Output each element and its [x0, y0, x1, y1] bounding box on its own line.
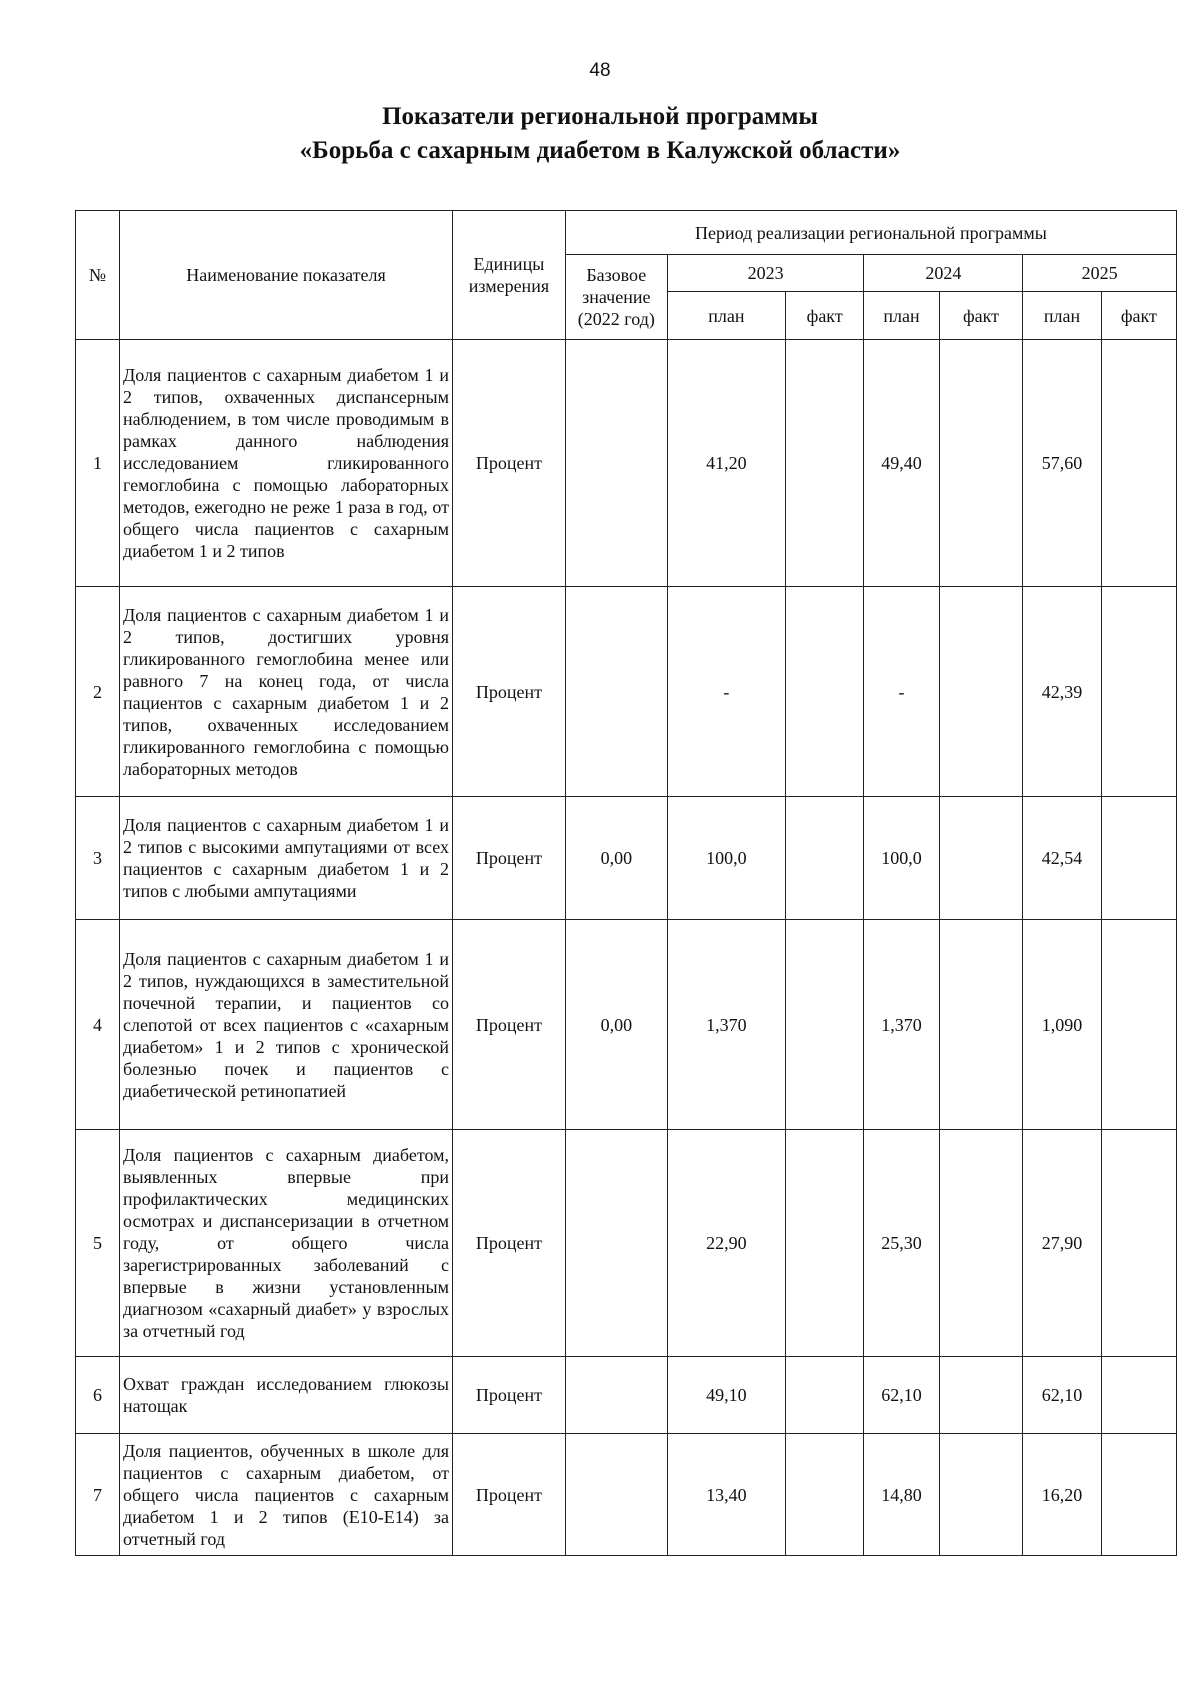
unit-cell: Процент	[453, 920, 566, 1130]
plan-2025-cell: 62,10	[1023, 1357, 1101, 1434]
fact-2024-cell	[939, 1434, 1023, 1556]
fact-2023-cell	[785, 340, 863, 587]
header-fact-2024: факт	[939, 292, 1023, 340]
header-plan-2023: план	[667, 292, 785, 340]
plan-2023-cell: 1,370	[667, 920, 785, 1130]
table-row	[76, 1130, 1177, 1357]
fact-2025-cell	[1101, 587, 1176, 797]
indicator-name: Доля пациентов с сахарным диабетом 1 и 2 типов с высокими ампутациями от всех пациентов с сахарным диабетом 1 и 2 типов с любыми ампутациями	[120, 797, 453, 920]
header-plan-2024: план	[864, 292, 939, 340]
fact-2024-cell	[939, 340, 1023, 587]
unit-cell: Процент	[453, 587, 566, 797]
title-line-1: Показатели региональной программы	[382, 103, 818, 130]
base-value-cell	[565, 1434, 667, 1556]
header-unit: Единицы измерения	[453, 211, 566, 340]
unit-cell: Процент	[453, 1130, 566, 1357]
header-fact-2023: факт	[785, 292, 863, 340]
unit-cell: Процент	[453, 1357, 566, 1434]
fact-2025-cell	[1101, 920, 1176, 1130]
indicator-name: Доля пациентов, обученных в школе для пациентов с сахарным диабетом, от общего числа пациентов с сахарным диабетом 1 и 2 типов (Е10-Е14) за отчетный год	[120, 1434, 453, 1556]
indicator-name: Доля пациентов с сахарным диабетом 1 и 2 типов, достигших уровня гликированного гемоглобина менее или равного 7 на конец года, от числа пациентов с сахарным диабетом 1 и 2 типов, охваченных исследованием гликированного гемоглобина с помощью лабораторных методов	[120, 587, 453, 797]
base-value-cell	[565, 587, 667, 797]
plan-2024-cell: 25,30	[864, 1130, 939, 1357]
base-value-cell	[565, 340, 667, 587]
plan-2023-cell: 41,20	[667, 340, 785, 587]
page-number: 48	[589, 60, 611, 81]
base-value-cell	[565, 1130, 667, 1357]
header-base-value: Базовое значение (2022 год)	[565, 255, 667, 340]
indicator-name: Охват граждан исследованием глюкозы натощак	[120, 1357, 453, 1434]
fact-2025-cell	[1101, 797, 1176, 920]
plan-2023-cell: 49,10	[667, 1357, 785, 1434]
plan-2025-cell: 1,090	[1023, 920, 1101, 1130]
fact-2024-cell	[939, 797, 1023, 920]
indicators-table	[75, 210, 1177, 1556]
unit-cell: Процент	[453, 797, 566, 920]
row-number: 5	[76, 1130, 120, 1357]
fact-2023-cell	[785, 1434, 863, 1556]
table-row	[76, 587, 1177, 797]
header-indicator-name: Наименование показателя	[120, 211, 453, 340]
plan-2023-cell: -	[667, 587, 785, 797]
plan-2023-cell: 100,0	[667, 797, 785, 920]
row-number: 2	[76, 587, 120, 797]
plan-2024-cell: 100,0	[864, 797, 939, 920]
fact-2025-cell	[1101, 1357, 1176, 1434]
plan-2024-cell: 49,40	[864, 340, 939, 587]
fact-2024-cell	[939, 587, 1023, 797]
plan-2025-cell: 57,60	[1023, 340, 1101, 587]
base-value-cell	[565, 1357, 667, 1434]
indicator-name: Доля пациентов с сахарным диабетом 1 и 2 типов, нуждающихся в заместительной почечной терапии, и пациентов со слепотой от всех пациентов с «сахарным диабетом» 1 и 2 типов с хронической болезнью почек и пациентов с диабетической ретинопатией	[120, 920, 453, 1130]
indicator-name: Доля пациентов с сахарным диабетом 1 и 2 типов, охваченных диспансерным наблюдением, в том числе проводимым в рамках данного наблюдения исследованием гликированного гемоглобина с помощью лабораторных методов, ежегодно не реже 1 раза в год, от общего числа пациентов с сахарным диабетом 1 и 2 типов	[120, 340, 453, 587]
fact-2025-cell	[1101, 1130, 1176, 1357]
plan-2024-cell: -	[864, 587, 939, 797]
unit-cell: Процент	[453, 1434, 566, 1556]
row-number: 6	[76, 1357, 120, 1434]
row-number: 4	[76, 920, 120, 1130]
plan-2025-cell: 16,20	[1023, 1434, 1101, 1556]
base-value-cell: 0,00	[565, 920, 667, 1130]
indicator-name: Доля пациентов с сахарным диабетом, выявленных впервые при профилактических медицинских осмотрах и диспансеризации в отчетном году, от общего числа зарегистрированных заболеваний с впервые в жизни установленным диагнозом «сахарный диабет» у взрослых за отчетный год	[120, 1130, 453, 1357]
plan-2024-cell: 1,370	[864, 920, 939, 1130]
plan-2025-cell: 42,39	[1023, 587, 1101, 797]
table-row	[76, 1357, 1177, 1434]
header-year-2024: 2024	[864, 255, 1023, 292]
unit-cell: Процент	[453, 340, 566, 587]
header-year-2025: 2025	[1023, 255, 1177, 292]
table-row	[76, 920, 1177, 1130]
row-number: 7	[76, 1434, 120, 1556]
plan-2023-cell: 13,40	[667, 1434, 785, 1556]
header-number: №	[76, 211, 120, 340]
title-line-2: «Борьба с сахарным диабетом в Калужской области»	[299, 137, 901, 164]
fact-2023-cell	[785, 1130, 863, 1357]
plan-2024-cell: 14,80	[864, 1434, 939, 1556]
fact-2025-cell	[1101, 340, 1176, 587]
fact-2024-cell	[939, 1357, 1023, 1434]
base-value-cell: 0,00	[565, 797, 667, 920]
plan-2024-cell: 62,10	[864, 1357, 939, 1434]
fact-2024-cell	[939, 1130, 1023, 1357]
fact-2025-cell	[1101, 1434, 1176, 1556]
header-year-2023: 2023	[667, 255, 864, 292]
header-period: Период реализации региональной программы	[565, 211, 1176, 255]
fact-2024-cell	[939, 920, 1023, 1130]
row-number: 1	[76, 340, 120, 587]
header-plan-2025: план	[1023, 292, 1101, 340]
page-title	[0, 100, 1200, 168]
table-row	[76, 1434, 1177, 1556]
fact-2023-cell	[785, 1357, 863, 1434]
fact-2023-cell	[785, 587, 863, 797]
plan-2025-cell: 27,90	[1023, 1130, 1101, 1357]
table-row	[76, 797, 1177, 920]
row-number: 3	[76, 797, 120, 920]
header-fact-2025: факт	[1101, 292, 1176, 340]
table-row	[76, 340, 1177, 587]
fact-2023-cell	[785, 797, 863, 920]
fact-2023-cell	[785, 920, 863, 1130]
plan-2023-cell: 22,90	[667, 1130, 785, 1357]
plan-2025-cell: 42,54	[1023, 797, 1101, 920]
